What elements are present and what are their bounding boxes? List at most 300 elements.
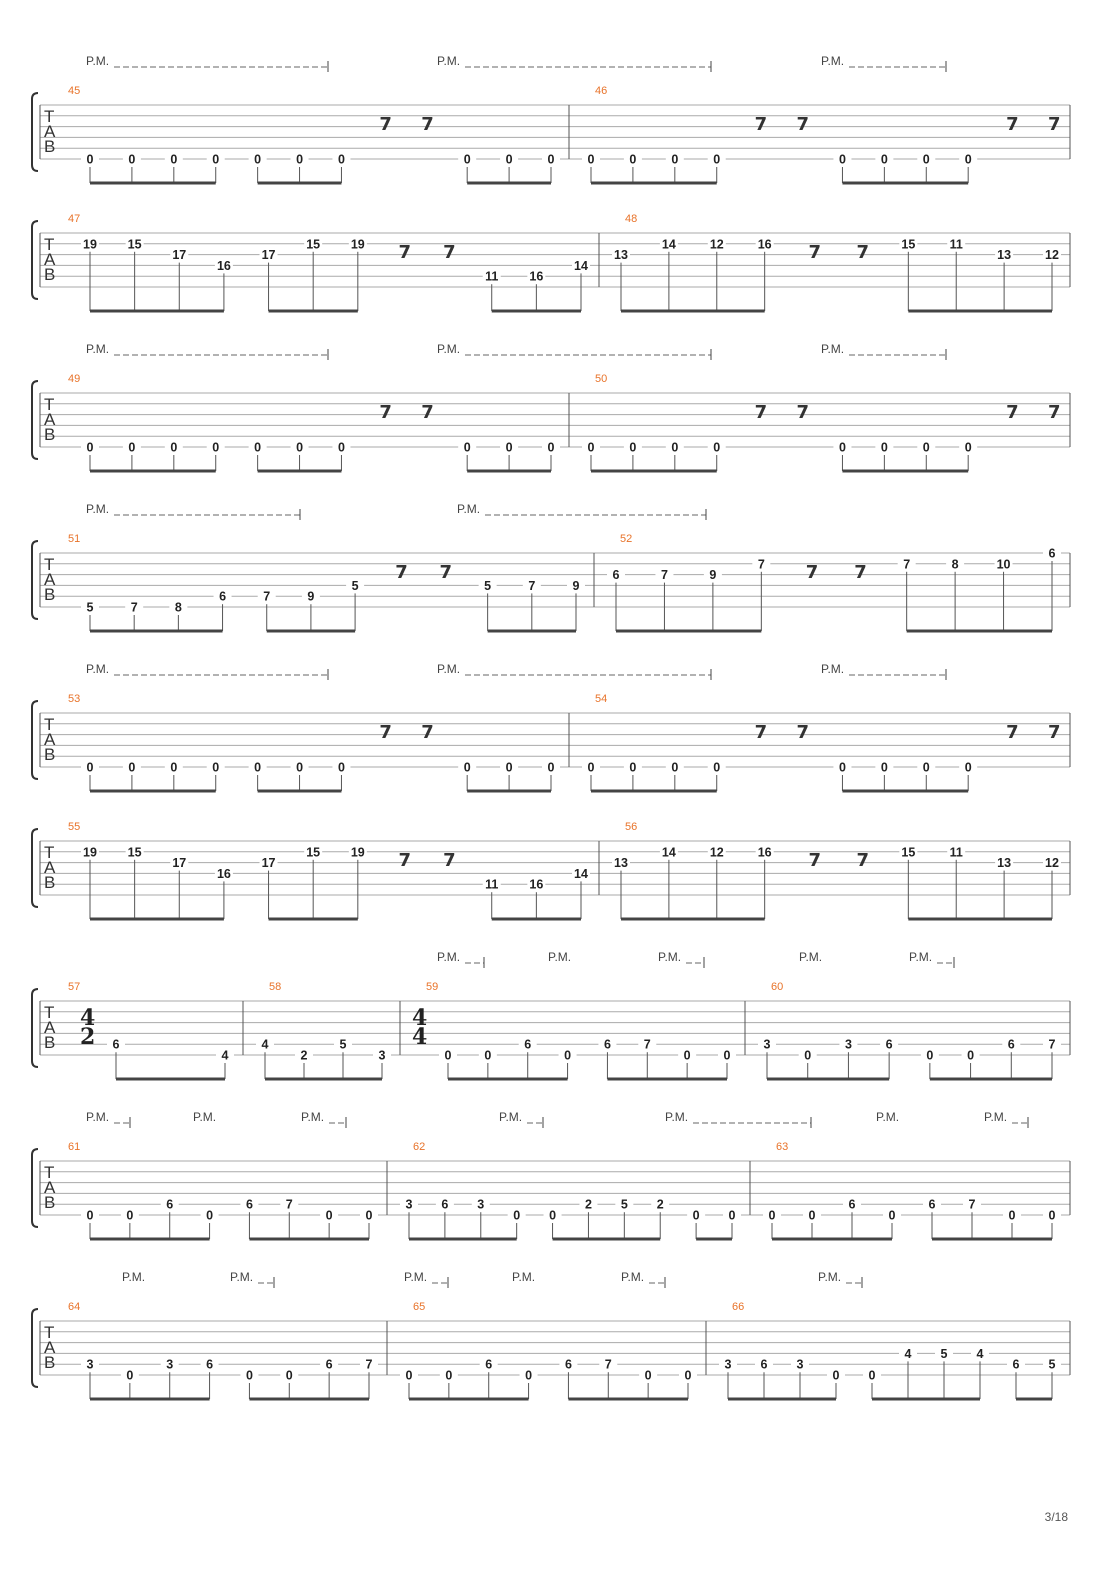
fret-number: 11	[949, 237, 963, 252]
fret-number: 7	[660, 568, 668, 583]
fret-number: 6	[219, 589, 227, 604]
tab-clef-letter: A	[44, 570, 56, 589]
system-bracket	[32, 93, 38, 171]
tab-clef-letter: T	[44, 1163, 55, 1182]
eighth-rest: 7	[421, 722, 434, 743]
fret-number: 4	[221, 1048, 229, 1063]
system-4	[32, 502, 1070, 631]
fret-number: 15	[306, 237, 321, 252]
eighth-rest: 7	[808, 242, 822, 263]
fret-number: 3	[405, 1197, 413, 1212]
palm-mute-label: P.M.	[301, 1110, 325, 1124]
fret-number: 0	[587, 152, 595, 167]
measure-number: 51	[68, 533, 81, 545]
fret-number: 5	[940, 1346, 948, 1361]
palm-mute-label: P.M.	[86, 662, 110, 676]
fret-number: 7	[528, 578, 536, 593]
fret-number: 0	[808, 1208, 816, 1223]
fret-number: 0	[838, 440, 846, 455]
tab-clef-letter: B	[44, 585, 56, 604]
fret-number: 12	[709, 845, 724, 860]
fret-number: 0	[206, 1208, 214, 1223]
fret-number: 3	[844, 1037, 852, 1052]
fret-number: 3	[86, 1357, 94, 1372]
system-1	[32, 54, 1070, 183]
fret-number: 6	[603, 1037, 611, 1052]
fret-number: 0	[463, 440, 471, 455]
palm-mute-label: P.M.	[437, 950, 461, 964]
palm-mute-label: P.M.	[821, 662, 845, 676]
fret-number: 0	[170, 152, 178, 167]
fret-number: 6	[1012, 1357, 1020, 1372]
fret-number: 4	[976, 1346, 984, 1361]
tab-clef-letter: A	[44, 1178, 56, 1197]
eighth-rest: 7	[379, 402, 392, 423]
system-6	[32, 821, 1070, 919]
fret-number: 16	[529, 269, 544, 284]
fret-number: 0	[126, 1208, 134, 1223]
palm-mute-label: P.M.	[876, 1110, 900, 1124]
palm-mute-label: P.M.	[665, 1110, 689, 1124]
system-bracket	[32, 1309, 38, 1387]
palm-mute-label: P.M.	[548, 950, 572, 964]
fret-number: 0	[713, 760, 721, 775]
fret-number: 7	[263, 589, 271, 604]
fret-number: 13	[997, 856, 1012, 871]
tab-clef-letter: T	[44, 843, 55, 862]
time-signature-digit: 4	[412, 1024, 428, 1050]
fret-number: 0	[444, 1048, 452, 1063]
system-5	[32, 662, 1070, 791]
tab-clef-letter: B	[44, 873, 56, 892]
fret-number: 0	[170, 440, 178, 455]
eighth-rest: 7	[439, 562, 452, 583]
fret-number: 0	[128, 760, 136, 775]
fret-number: 0	[713, 152, 721, 167]
fret-number: 2	[300, 1048, 308, 1063]
fret-number: 2	[656, 1197, 664, 1212]
fret-number: 6	[485, 1357, 493, 1372]
eighth-rest: 7	[379, 114, 392, 135]
fret-number: 0	[365, 1208, 373, 1223]
fret-number: 4	[904, 1346, 912, 1361]
fret-number: 0	[549, 1208, 557, 1223]
fret-number: 7	[130, 600, 138, 615]
fret-number: 6	[612, 568, 620, 583]
measure-number: 60	[771, 981, 784, 993]
measure-number: 58	[269, 981, 282, 993]
fret-number: 0	[547, 760, 555, 775]
eighth-rest: 7	[1006, 402, 1019, 423]
fret-number: 0	[671, 440, 679, 455]
palm-mute-label: P.M.	[984, 1110, 1008, 1124]
palm-mute-label: P.M.	[437, 54, 461, 68]
measure-number: 54	[595, 693, 608, 705]
fret-number: 0	[728, 1208, 736, 1223]
measure-number: 50	[595, 373, 608, 385]
tab-clef-letter: T	[44, 395, 55, 414]
fret-number: 0	[337, 760, 345, 775]
palm-mute-label: P.M.	[437, 662, 461, 676]
fret-number: 19	[350, 237, 365, 252]
fret-number: 0	[922, 152, 930, 167]
fret-number: 6	[524, 1037, 532, 1052]
eighth-rest: 7	[1048, 722, 1061, 743]
palm-mute-label: P.M.	[799, 950, 823, 964]
fret-number: 6	[441, 1197, 449, 1212]
fret-number: 16	[757, 845, 772, 860]
fret-number: 3	[724, 1357, 732, 1372]
fret-number: 9	[307, 589, 315, 604]
fret-number: 7	[757, 557, 765, 572]
measure-number: 49	[68, 373, 81, 385]
fret-number: 6	[166, 1197, 174, 1212]
fret-number: 19	[83, 845, 97, 860]
palm-mute-label: P.M.	[122, 1270, 146, 1284]
fret-number: 13	[614, 856, 628, 871]
fret-number: 0	[964, 760, 972, 775]
fret-number: 0	[629, 152, 637, 167]
fret-number: 7	[643, 1037, 651, 1052]
fret-number: 0	[723, 1048, 731, 1063]
palm-mute-label: P.M.	[193, 1110, 217, 1124]
measure-number: 56	[625, 821, 638, 833]
fret-number: 6	[885, 1037, 893, 1052]
fret-number: 0	[967, 1048, 975, 1063]
fret-number: 6	[928, 1197, 936, 1212]
fret-number: 0	[463, 760, 471, 775]
fret-number: 12	[709, 237, 724, 252]
eighth-rest: 7	[1006, 114, 1019, 135]
tab-clef-letter: T	[44, 235, 55, 254]
measure-number: 61	[68, 1141, 81, 1153]
fret-number: 4	[261, 1037, 269, 1052]
page-number: 3/18	[1044, 1510, 1068, 1524]
fret-number: 15	[127, 237, 142, 252]
fret-number: 6	[760, 1357, 768, 1372]
fret-number: 2	[584, 1197, 592, 1212]
eighth-rest: 7	[854, 562, 867, 583]
fret-number: 13	[997, 248, 1012, 263]
palm-mute-label: P.M.	[86, 342, 110, 356]
palm-mute-label: P.M.	[909, 950, 933, 964]
measure-number: 66	[732, 1301, 745, 1313]
fret-number: 0	[525, 1368, 533, 1383]
time-signature-digit: 2	[80, 1024, 96, 1050]
fret-number: 7	[968, 1197, 976, 1212]
fret-number: 0	[564, 1048, 572, 1063]
fret-number: 17	[261, 248, 276, 263]
fret-number: 0	[671, 760, 679, 775]
system-3	[32, 342, 1070, 471]
eighth-rest: 7	[379, 722, 392, 743]
fret-number: 7	[604, 1357, 612, 1372]
tab-clef-letter: B	[44, 425, 56, 444]
fret-number: 3	[477, 1197, 485, 1212]
tab-clef-letter: B	[44, 1353, 56, 1372]
fret-number: 6	[1048, 546, 1056, 561]
fret-number: 9	[572, 578, 580, 593]
fret-number: 0	[888, 1208, 896, 1223]
eighth-rest: 7	[398, 242, 411, 263]
fret-number: 14	[661, 845, 676, 860]
fret-number: 0	[768, 1208, 776, 1223]
palm-mute-label: P.M.	[821, 342, 845, 356]
tab-clef-letter: A	[44, 122, 56, 141]
tab-clef-letter: B	[44, 265, 56, 284]
fret-number: 0	[254, 760, 262, 775]
fret-number: 0	[587, 440, 595, 455]
fret-number: 16	[216, 866, 231, 881]
fret-number: 0	[880, 440, 888, 455]
fret-number: 0	[86, 440, 94, 455]
eighth-rest: 7	[421, 114, 434, 135]
fret-number: 5	[86, 600, 94, 615]
fret-number: 0	[1008, 1208, 1016, 1223]
measure-number: 59	[426, 981, 439, 993]
fret-number: 0	[922, 760, 930, 775]
eighth-rest: 7	[754, 114, 768, 135]
fret-number: 0	[671, 152, 679, 167]
fret-number: 0	[212, 760, 220, 775]
fret-number: 11	[485, 877, 499, 892]
tab-clef-letter: A	[44, 250, 56, 269]
fret-number: 0	[337, 440, 345, 455]
fret-number: 0	[296, 152, 304, 167]
fret-number: 0	[254, 440, 262, 455]
eighth-rest: 7	[395, 562, 408, 583]
eighth-rest: 7	[856, 850, 869, 871]
system-bracket	[32, 381, 38, 459]
fret-number: 0	[547, 152, 555, 167]
fret-number: 14	[574, 866, 588, 881]
fret-number: 0	[170, 760, 178, 775]
fret-number: 0	[463, 152, 471, 167]
eighth-rest: 7	[805, 562, 819, 583]
fret-number: 17	[172, 856, 187, 871]
eighth-rest: 7	[754, 402, 768, 423]
fret-number: 0	[684, 1368, 692, 1383]
measure-number: 48	[625, 213, 638, 225]
tab-clef-letter: B	[44, 745, 56, 764]
fret-number: 0	[212, 440, 220, 455]
fret-number: 0	[128, 440, 136, 455]
fret-number: 6	[245, 1197, 253, 1212]
eighth-rest: 7	[796, 402, 810, 423]
fret-number: 15	[901, 845, 916, 860]
tab-clef-letter: B	[44, 1193, 56, 1212]
fret-number: 0	[505, 440, 513, 455]
fret-number: 14	[574, 258, 588, 273]
measure-number: 57	[68, 981, 81, 993]
eighth-rest: 7	[1048, 402, 1061, 423]
fret-number: 7	[365, 1357, 373, 1372]
fret-number: 0	[926, 1048, 934, 1063]
fret-number: 0	[405, 1368, 413, 1383]
tab-clef-letter: A	[44, 410, 56, 429]
palm-mute-label: P.M.	[818, 1270, 842, 1284]
tab-clef-letter: A	[44, 858, 56, 877]
eighth-rest: 7	[398, 850, 411, 871]
fret-number: 8	[174, 600, 182, 615]
fret-number: 16	[216, 258, 231, 273]
tab-clef-letter: B	[44, 137, 56, 156]
fret-number: 12	[1045, 856, 1059, 871]
system-8	[32, 1110, 1070, 1239]
fret-number: 0	[325, 1208, 333, 1223]
fret-number: 0	[86, 152, 94, 167]
fret-number: 16	[757, 237, 772, 252]
fret-number: 0	[922, 440, 930, 455]
fret-number: 0	[128, 152, 136, 167]
fret-number: 0	[692, 1208, 700, 1223]
fret-number: 0	[804, 1048, 812, 1063]
fret-number: 11	[949, 845, 963, 860]
fret-number: 15	[901, 237, 916, 252]
measure-number: 55	[68, 821, 81, 833]
system-9	[32, 1270, 1070, 1399]
eighth-rest: 7	[1048, 114, 1061, 135]
fret-number: 0	[86, 760, 94, 775]
fret-number: 0	[505, 152, 513, 167]
measure-number: 46	[595, 85, 608, 97]
fret-number: 5	[620, 1197, 628, 1212]
system-bracket	[32, 1149, 38, 1227]
eighth-rest: 7	[796, 114, 810, 135]
fret-number: 0	[832, 1368, 840, 1383]
system-7	[32, 950, 1070, 1079]
fret-number: 0	[880, 152, 888, 167]
tab-clef-letter: T	[44, 715, 55, 734]
fret-number: 10	[996, 557, 1011, 572]
fret-number: 0	[337, 152, 345, 167]
eighth-rest: 7	[443, 850, 456, 871]
fret-number: 0	[838, 152, 846, 167]
measure-number: 63	[776, 1141, 789, 1153]
fret-number: 0	[212, 152, 220, 167]
eighth-rest: 7	[443, 242, 456, 263]
tab-clef-letter: T	[44, 107, 55, 126]
tab-clef-letter: T	[44, 555, 55, 574]
palm-mute-label: P.M.	[437, 342, 461, 356]
fret-number: 0	[547, 440, 555, 455]
fret-number: 6	[564, 1357, 572, 1372]
fret-number: 3	[166, 1357, 174, 1372]
fret-number: 16	[529, 877, 544, 892]
fret-number: 0	[254, 152, 262, 167]
tab-clef-letter: A	[44, 1338, 56, 1357]
fret-number: 0	[683, 1048, 691, 1063]
palm-mute-label: P.M.	[499, 1110, 523, 1124]
fret-number: 13	[614, 248, 628, 263]
eighth-rest: 7	[808, 850, 822, 871]
measure-number: 65	[413, 1301, 426, 1313]
tab-clef-letter: A	[44, 730, 56, 749]
fret-number: 9	[709, 568, 717, 583]
fret-number: 8	[951, 557, 959, 572]
fret-number: 0	[713, 440, 721, 455]
tab-clef-letter: T	[44, 1323, 55, 1342]
measure-number: 64	[68, 1301, 81, 1313]
fret-number: 0	[868, 1368, 876, 1383]
fret-number: 7	[285, 1197, 293, 1212]
fret-number: 0	[964, 152, 972, 167]
fret-number: 6	[112, 1037, 120, 1052]
fret-number: 12	[1045, 248, 1059, 263]
fret-number: 0	[964, 440, 972, 455]
fret-number: 0	[285, 1368, 293, 1383]
fret-number: 0	[587, 760, 595, 775]
fret-number: 17	[261, 856, 276, 871]
system-bracket	[32, 221, 38, 299]
time-signature-digit: 4	[80, 1005, 96, 1031]
palm-mute-label: P.M.	[230, 1270, 254, 1284]
fret-number: 0	[484, 1048, 492, 1063]
system-bracket	[32, 829, 38, 907]
fret-number: 3	[763, 1037, 771, 1052]
measure-number: 52	[620, 533, 633, 545]
fret-number: 19	[83, 237, 97, 252]
fret-number: 7	[903, 557, 911, 572]
fret-number: 15	[127, 845, 142, 860]
eighth-rest: 7	[421, 402, 434, 423]
eighth-rest: 7	[754, 722, 768, 743]
palm-mute-label: P.M.	[86, 502, 110, 516]
measure-number: 53	[68, 693, 81, 705]
fret-number: 3	[378, 1048, 386, 1063]
measure-number: 47	[68, 213, 81, 225]
fret-number: 0	[296, 440, 304, 455]
fret-number: 0	[445, 1368, 453, 1383]
fret-number: 0	[629, 440, 637, 455]
fret-number: 19	[350, 845, 365, 860]
system-bracket	[32, 541, 38, 619]
fret-number: 6	[206, 1357, 214, 1372]
fret-number: 15	[306, 845, 321, 860]
fret-number: 11	[485, 269, 499, 284]
palm-mute-label: P.M.	[512, 1270, 536, 1284]
fret-number: 0	[86, 1208, 94, 1223]
fret-number: 0	[838, 760, 846, 775]
eighth-rest: 7	[796, 722, 810, 743]
fret-number: 0	[1048, 1208, 1056, 1223]
palm-mute-label: P.M.	[457, 502, 481, 516]
system-2	[32, 213, 1070, 311]
fret-number: 5	[1048, 1357, 1056, 1372]
palm-mute-label: P.M.	[86, 1110, 110, 1124]
tab-clef-letter: A	[44, 1018, 56, 1037]
system-bracket	[32, 701, 38, 779]
fret-number: 6	[848, 1197, 856, 1212]
fret-number: 0	[629, 760, 637, 775]
fret-number: 0	[880, 760, 888, 775]
fret-number: 0	[296, 760, 304, 775]
fret-number: 17	[172, 248, 187, 263]
fret-number: 5	[351, 578, 359, 593]
eighth-rest: 7	[1006, 722, 1019, 743]
fret-number: 6	[325, 1357, 333, 1372]
measure-number: 45	[68, 85, 81, 97]
fret-number: 0	[245, 1368, 253, 1383]
fret-number: 5	[339, 1037, 347, 1052]
fret-number: 14	[661, 237, 676, 252]
fret-number: 0	[644, 1368, 652, 1383]
fret-number: 0	[126, 1368, 134, 1383]
palm-mute-label: P.M.	[621, 1270, 645, 1284]
fret-number: 0	[505, 760, 513, 775]
tab-clef-letter: B	[44, 1033, 56, 1052]
palm-mute-label: P.M.	[86, 54, 110, 68]
